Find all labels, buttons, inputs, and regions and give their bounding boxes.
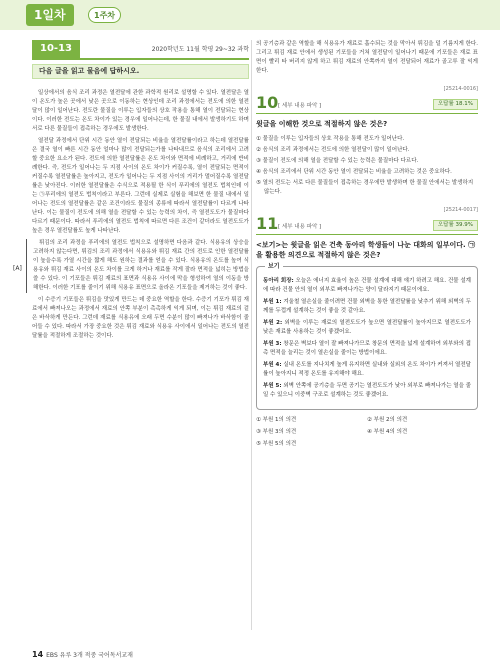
page-footer — [32, 650, 133, 659]
answer-option[interactable]: ④ 음식의 조리에서 단위 시간 동안 열이 전달되는 비율을 고려하는 것은 중요하다. — [256, 169, 452, 175]
dialogue-text: 외벽을 이루는 재료의 열전도도가 높으면 열전달률이 높아지므로 열전도도가 낮은 재료를 사용하는 것이 좋겠어요. — [263, 320, 471, 335]
question-11 — [256, 207, 478, 449]
question-code: [25214-0016] — [443, 86, 478, 92]
answer-option[interactable]: ③ 부원 3의 의견 — [256, 429, 297, 435]
answer-option[interactable]: ⑤ 열의 전도는 서로 다른 물질들이 접촉하는 경우에만 발생하며 한 물질 안에서는 발생하지 않는다. — [256, 180, 474, 195]
speaker-label: 부원 5: — [263, 383, 282, 389]
speaker-label: 부원 3: — [263, 341, 282, 347]
passage-paragraph: 일상에서의 음식 조리 과정은 열전달에 관한 과학적 원리로 설명할 수 있다. 열전달은 열이 온도가 높은 곳에서 낮은 곳으로 이동하는 현상인데 조리 과정에서는 전도에 의한 열전달이 많이 일어난다. 전도란 물질을 이루는 입자들의 상호 작용을 통해 열이 전달되는 현상이다. 이러한 전도는 온도 차이가 있는 경우에 일어나는데, 한 물질 내에서 발생하기도 하며 서로 다른 물질들이 접촉하는 경우에도 발생한다. — [32, 90, 249, 132]
answer-option[interactable]: ① 물질을 이루는 입자들의 상호 작용을 통해 전도가 일어난다. — [256, 136, 405, 142]
day-badge: 1일차 — [26, 4, 74, 26]
dialogue-line — [263, 277, 471, 295]
question-stem: 윗글을 이해한 것으로 적절하지 않은 것은? — [256, 120, 388, 128]
questions-column — [256, 40, 478, 449]
top-bar — [0, 0, 500, 30]
question-header — [256, 207, 478, 235]
bracket-label-a: [A] — [13, 264, 22, 272]
answer-option[interactable]: ⑤ 부원 5의 의견 — [256, 441, 297, 447]
dialogue-text: 외벽 안쪽에 공기층을 두면 공기는 열전도도가 낮아 외부로 빠져나가는 열을 줄일 수 있으니 이중벽 구조로 설계하는 것도 좋겠어요. — [263, 383, 471, 398]
speaker-label: 부원 2: — [263, 320, 283, 326]
column-divider — [251, 40, 252, 630]
passage — [13, 89, 249, 341]
dialogue-line — [263, 361, 471, 379]
question-10 — [256, 86, 478, 197]
dialogue-text: 창문은 벽보다 열이 잘 빠져나가므로 창문의 면적을 넓게 설계하여 외부와의 접촉 면적을 늘리는 것이 열손실을 줄이는 방법이에요. — [263, 341, 471, 356]
question-source: 2020학년도 11월 학평 29~32 과학 — [151, 46, 249, 53]
bogi-title: 보기 — [265, 262, 283, 271]
footer-text: EBS 유루 3개 적중 국어독서교재 — [46, 652, 133, 659]
speaker-label: 동아리 회장: — [263, 278, 294, 284]
speaker-label: 부원 1: — [263, 299, 282, 305]
passage-paragraph: 튀김의 조리 과정을 푸리에의 열전도 법칙으로 설명하면 다음과 같다. 식용유의 상승을 고려하지 않는다면, 튀김의 조리 과정에서 식용유와 튀김 재료 간의 전도로 인한 열전달률이 높을수록 가열 시간을 짧게 해도 원하는 결과를 얻을 수 있다. 식용유의 온도를 높여 식용유와 튀김 재료 사이의 온도 차이를 크게 하거나 재료를 작게 잘라 면적을 넓히는 방법을 쓸 수 있다. 이 기포들은 튀김 재료의 표면과 식용유 사이에 막을 형성하여 열의 이동을 방해한다. 이러한 기포를 줄이기 위해 식용유 표면으로 올라온 기포들을 제거하는 것이 좋다. — [33, 240, 249, 291]
question-number: 11 — [256, 214, 279, 233]
answer-options — [256, 416, 478, 449]
dialogue-text: 오늘은 에너지 효율이 높은 건물 설계에 대해 얘기 하려고 해요. 건물 설계에 따라 건물 안의 열이 외부로 빠져나가는 양이 달라지기 때문이에요. — [263, 278, 471, 293]
page-number: 14 — [32, 650, 44, 659]
dialogue-line — [263, 298, 471, 316]
bracketed-section-a — [13, 239, 249, 293]
question-range-header — [32, 40, 249, 60]
answer-option[interactable]: ② 음식의 조리 과정에서는 전도에 의한 열전달이 많이 일어난다. — [256, 147, 410, 153]
error-rate-badge: 오답률 39.9% — [433, 220, 478, 231]
dialogue-line — [263, 382, 471, 400]
passage-paragraph: 열전달 과정에서 단위 시간 동안 열이 전달되는 비율을 열전달률이라고 하는데 열전달률은 결국 열이 빠른 시간 동안 얼마나 많이 전달되는가를 나타내므로 음식의 조리에서 고려할 중요한 요소가 된다. 전도에 의한 열전달률은 온도 차이와 면적에 비례하고, 거리에 반비례한다. 즉, 전도가 일어나는 두 지점 사이의 온도 차이가 커질수록, 열이 전달되는 면적이 커질수록 열전달률은 높아지고, 전도가 일어나는 두 지점 사이의 거리가 멀어질수록 열전달률은 낮아진다. 이러한 열전달률은 수식으로 적용될 한 식이 푸리에의 열전도 법칙인데 이는 ㉠푸리에의 열전도 법칙이라고 부른다. 그런데 실제로 실험을 해보면 한 물질 내에서 일어나는 전도의 열전달률은 같은 조건이라도 물질의 종류에 따라서 열전달률이 다르게 나타난다. 이는 물질이 전도에 의해 열을 전달할 수 있는 능력의 차이, 즉 열전도도가 물질마다 다르기 때문이다. 따라서 푸리에의 열전도 법칙에 따르면 다른 조건이 같더라도 열전도도가 높은 경우 열전달률도 높게 나타난다. — [32, 138, 249, 234]
dialogue-line — [263, 340, 471, 358]
question-type: [ 세부 내용 파악 ] — [278, 224, 322, 230]
week-badge: 1주차 — [88, 7, 121, 23]
answer-option[interactable]: ④ 부원 4의 의견 — [367, 429, 408, 435]
speaker-label: 부원 4: — [263, 362, 282, 368]
answer-options — [256, 135, 478, 197]
question-header — [256, 86, 478, 114]
question-range: 10-13 — [32, 40, 80, 58]
passage-continuation: 의 공기층과 같은 역할을 해 식용유가 재료로 흡수되는 것을 막아서 튀김을 덜 기름지게 한다. 그리고 튀김 재료 안에서 생성된 기포들을 거쳐 열전달이 일어나기 때문에 기포들은 재료 표면이 빨리 타 버리지 않게 하고 튀김 재료의 안쪽까지 열이 전달되어 재료가 골고루 잘 익게 한다. — [256, 41, 478, 74]
instruction-box: 다음 글을 읽고 물음에 답하시오. — [32, 64, 249, 79]
question-type: [ 세부 내용 파악 ] — [278, 103, 322, 109]
question-number: 10 — [256, 93, 279, 112]
error-rate-badge: 오답률 18.1% — [433, 99, 478, 110]
answer-option[interactable]: ① 부원 1의 의견 — [256, 417, 297, 423]
answer-option[interactable]: ③ 물질이 전도에 의해 열을 전달할 수 있는 능력은 물질마다 다르다. — [256, 158, 419, 164]
question-code: [25214-0017] — [443, 207, 478, 213]
dialogue-text: 실내 온도를 지나치게 높게 유지하면 실내와 실외의 온도 차이가 커져서 열전달률이 높아지니 적정 온도를 유지해야 해요. — [263, 362, 471, 377]
answer-option[interactable]: ② 부원 2의 의견 — [367, 417, 408, 423]
dialogue-text: 겨울철 열손실을 줄이려면 건물 외벽을 통한 열전달률을 낮추기 위해 외벽의 두께를 두껍게 설계하는 것이 좋을 것 같아요. — [263, 299, 471, 314]
passage-column — [13, 40, 249, 344]
bogi-box — [256, 263, 478, 410]
question-stem: <보기>는 윗글을 읽은 건축 동아리 학생들이 나눈 대화의 일부이다. ㉠을 활용한 의견으로 적절하지 않은 것은? — [256, 241, 476, 259]
dialogue-line — [263, 319, 471, 337]
passage-paragraph: 이 수증기 기포들은 튀김을 맛있게 만드는 데 중요한 역할을 한다. 수증기 기포가 튀김 재료에서 빠져나오는 과정에서 재료의 안쪽 부분이 촉촉하게 익게 되며, 이는 튀김 재료의 겉은 바삭하게 만든다. 그런데 재료를 식용유에 오래 두면 수분이 많이 빠져나가 바삭함이 줄어들 수 있다. 따라서 가장 중요한 것은 튀김 재료와 식용유 사이에서 일어나는 전도의 열전달률을 적절하게 조절하는 것이다. — [32, 297, 249, 339]
